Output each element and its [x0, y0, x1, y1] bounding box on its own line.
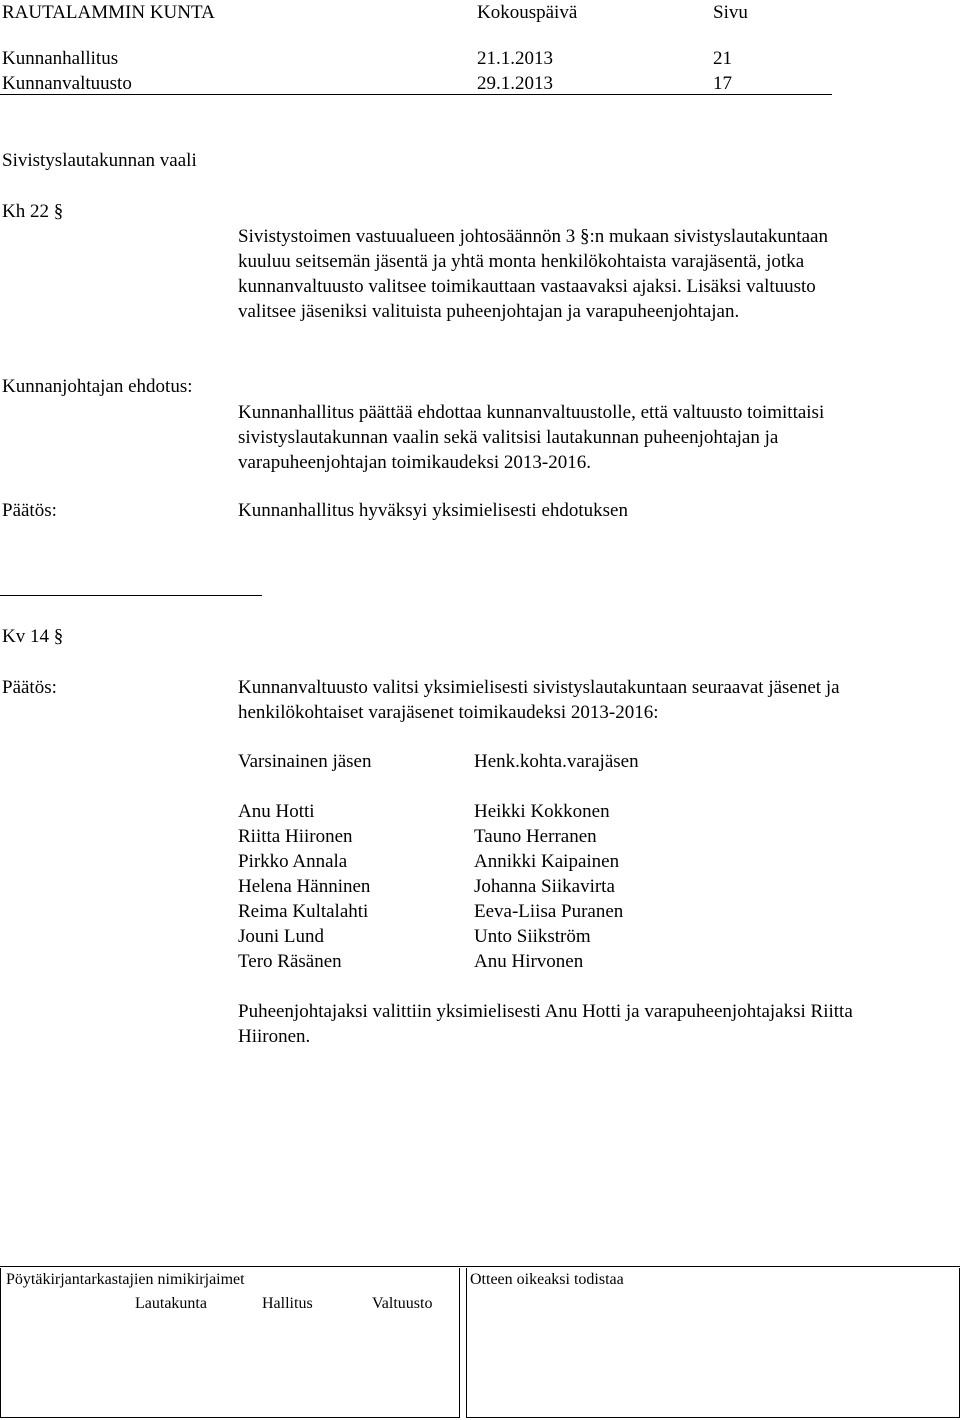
deputy-column-header: Henk.kohta.varajäsen [474, 751, 639, 772]
proposal-label: Kunnanjohtajan ehdotus: [2, 376, 193, 397]
list-item: Pirkko Annala [238, 851, 348, 872]
section-separator [0, 595, 262, 596]
section-title: Sivistyslautakunnan vaali [2, 150, 197, 171]
footer-top-line [0, 1266, 960, 1267]
list-item: Jouni Lund [238, 926, 325, 947]
proposal-paragraph: Kunnanhallitus päättää ehdottaa kunnanvaltuustolle, että valtuusto toimittaisi sivistyslautakunnan vaalin sekä valitsisi lautakunnan puheenjohtajan ja varapuheenjohtajan toimikaudeksi 2013-2016. [238, 402, 825, 473]
kh-decision-text: Kunnanhallitus hyväksyi yksimielisesti ehdotuksen [238, 500, 628, 521]
municipality-name: RAUTALAMMIN KUNTA [2, 2, 215, 23]
header-page-1: 21 [713, 48, 732, 69]
signatures-label: Pöytäkirjantarkastajien nimikirjaimet [6, 1271, 245, 1288]
list-item: Annikki Kaipainen [474, 851, 620, 872]
list-item: Tero Räsänen [238, 951, 342, 972]
initials-valtuusto: Valtuusto [372, 1295, 433, 1312]
header-body-2: Kunnanvaltuusto [2, 73, 132, 94]
header-body-1: Kunnanhallitus [2, 48, 119, 69]
member-list [238, 799, 370, 974]
list-item: Heikki Kokkonen [474, 801, 610, 822]
meeting-date-label: Kokouspäivä [477, 2, 578, 23]
list-item: Tauno Herranen [474, 826, 597, 847]
kv-reference: Kv 14 § [2, 626, 64, 647]
list-item: Unto Siikström [474, 926, 591, 947]
certification-box [466, 1268, 960, 1418]
list-item: Helena Hänninen [238, 876, 371, 897]
page-label: Sivu [713, 2, 748, 23]
copy-certified-label: Otteen oikeaksi todistaa [470, 1271, 624, 1288]
member-column-header: Varsinainen jäsen [238, 751, 372, 772]
initials-lautakunta: Lautakunta [135, 1295, 207, 1312]
deputy-list [474, 799, 623, 974]
list-item: Riitta Hiironen [238, 826, 353, 847]
header-date-1: 21.1.2013 [477, 48, 553, 69]
header-page-2: 17 [713, 73, 732, 94]
kh-reference: Kh 22 § [2, 201, 64, 222]
header-date-2: 29.1.2013 [477, 73, 553, 94]
chair-paragraph: Puheenjohtajaksi valittiin yksimielisesti Anu Hotti ja varapuheenjohtajaksi Riitta Hiironen. [238, 1001, 853, 1047]
list-item: Anu Hotti [238, 801, 315, 822]
header-underline [0, 94, 832, 95]
list-item: Eeva-Liisa Puranen [474, 901, 624, 922]
list-item: Anu Hirvonen [474, 951, 584, 972]
council-decision-label: Päätös: [2, 677, 57, 698]
list-item: Reima Kultalahti [238, 901, 369, 922]
kh-decision-label: Päätös: [2, 500, 57, 521]
council-decision-paragraph: Kunnanvaltuusto valitsi yksimielisesti sivistyslautakuntaan seuraavat jäsenet ja henkilökohtaiset varajäsenet toimikaudeksi 2013-2016: [238, 677, 840, 723]
list-item: Johanna Siikavirta [474, 876, 615, 897]
intro-paragraph: Sivistystoimen vastuualueen johtosäännön 3 §:n mukaan sivistyslautakuntaan kuuluu seitsemän jäsentä ja yhtä monta henkilökohtaista varajäsentä, jotka kunnanvaltuusto valitsee toimikauttaan vastaavaksi ajaksi. Lisäksi valtuusto valitsee jäseniksi valituista puheenjohtajan ja varapuheenjohtajan. [238, 226, 828, 322]
initials-hallitus: Hallitus [262, 1295, 313, 1312]
signature-box [0, 1268, 460, 1418]
